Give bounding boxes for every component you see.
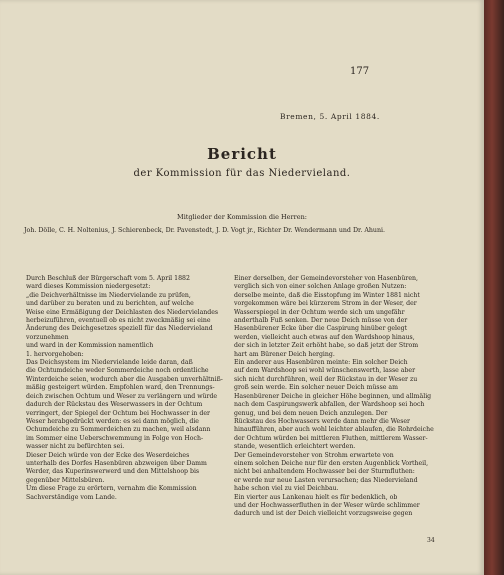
text-line: Ochumdeiche zu Sommerdeichen zu machen, weil alsdann [26, 426, 211, 434]
text-line: Ein vierter aus Lankenau hielt es für bedenklich, ob [234, 493, 398, 501]
text-line: gegenüber Mittelsbüren. [26, 476, 105, 484]
report-title: Bericht [207, 145, 277, 163]
text-line: dadurch der Rückstau des Weserwassers in der Ochtum [26, 401, 203, 409]
text-line: anderthalb Fuß senken. Der neue Deich müsse von der [234, 317, 408, 325]
page-number: 177 [350, 66, 370, 77]
text-line: nach dem Caspirungswerk abfallen, der Wardshoop sei hoch [234, 401, 425, 409]
text-line: habe schon viel zu viel Deichbau. [234, 485, 339, 493]
text-line: Hasenbürener Ecke über die Caspirung hinüber gelegt [234, 325, 408, 333]
left-column [26, 275, 224, 502]
text-line: einem solchen Deiche nur für den ersten Augenblick Vortheil, [234, 459, 429, 467]
text-line: nicht bei anhaltendem Hochwasser bei der Sturmfluthen: [234, 468, 415, 476]
text-line: Weser herabgedrückt werden: es sei dann möglich, die [26, 417, 199, 425]
text-line: 1. hervorgehoben: [26, 350, 84, 358]
date-line: Bremen, 5. April 1884. [280, 112, 380, 121]
text-line: dadurch und ist der Deich vielleicht vorzugsweise gegen [234, 510, 413, 518]
text-line: und ward in der Kommission namentlich [26, 342, 154, 350]
text-line: verringert, der Spiegel der Ochtum bei Hochwasser in der [26, 409, 210, 417]
text-line: Durch Beschluß der Bürgerschaft vom 5. April 1882 [26, 275, 190, 282]
text-line: Hasenbürener Deiche in gleicher Höhe beginnen, und allmälig [234, 392, 432, 400]
text-line: groß sein werde. Ein solcher neuer Deich müsse am [234, 384, 398, 392]
text-line: mäßig gesteigert würden. Empfohlen ward, den Trennungs- [26, 384, 215, 392]
text-line: Wasserspiegel in der Ochtum werde sich um ungefähr [234, 308, 405, 316]
members-names: Joh. Dölle, C. H. Noltenius, J. Schierenbeck, Dr. Pavenstedt, J. D. Vogt jr., Richter Dr. Wendermann und Dr. Ahuni. [24, 227, 386, 234]
text-line: Um diese Frage zu erörtern, vernahm die Kommission [26, 485, 197, 493]
text-line: Das Deichsystem im Niedervielande leide daran, daß [26, 359, 193, 367]
text-line: hart am Bürener Deich herging. [234, 350, 335, 358]
text-line: die Ochtumdeiche weder Sommerdeiche noch ordentliche [26, 367, 209, 375]
text-line: vorzunehmen [26, 333, 69, 341]
text-line: Rückstau des Hochwassers werde dann mehr die Weser [234, 417, 411, 425]
text-line: Weise eine Ermäßigung der Deichlasten des Niedervielandes [26, 308, 219, 316]
text-line: werden, vielleicht auch etwas auf den Wardshoop hinaus, [234, 333, 415, 341]
text-line: der sich in letzter Zeit erhöht habe, so daß jetzt der Strom [234, 342, 419, 350]
text-line: er werde nur neue Lasten verursachen; das Niedervieland [234, 476, 418, 484]
text-line: stande, wesentlich erleichtert werden. [234, 443, 356, 451]
text-line: unterhalb des Dorfes Hasenbüren abzweigen über Damm [26, 459, 207, 467]
right-column [234, 275, 434, 519]
text-line: verglich sich von einer solchen Anlage großen Nutzen: [234, 283, 407, 291]
text-line: auf dem Wardshoop sei wohl wünschenswerth, lasse aber [234, 367, 416, 375]
text-line: Der Gemeindevorsteher von Strohm erwartete von [234, 451, 394, 459]
text-line: Winterdeiche seien, wodurch aber die Ausgaben unverhältniß- [26, 375, 223, 383]
signature-mark: 34 [427, 537, 435, 544]
text-line: sich nicht durchführen, weil der Rückstau in der Weser zu [234, 375, 418, 383]
text-line: derselbe meinte, daß die Eisstopfung im Winter 1881 nicht [234, 291, 420, 299]
report-subtitle: der Kommission für das Niedervieland. [133, 168, 351, 179]
text-line: Änderung des Deichgesetzes speziell für das Niedervieland [26, 325, 213, 333]
text-line: im Sommer eine Ueberschwemmung in Folge von Hoch- [26, 434, 204, 442]
text-line: ward dieses Kommission niedergesetzt: [26, 283, 151, 291]
text-line: Dieser Deich würde von der Ecke des Weserdeiches [26, 451, 190, 459]
text-line: herbeizuführen, eventuell ob es nicht zweckmäßig sei eine [26, 317, 211, 325]
text-line: Ein anderer aus Hasenbüren meinte: Ein solcher Deich [234, 359, 408, 367]
text-line: Sachverständige vom Lande. [26, 493, 117, 501]
text-line: vorgekommen wäre bei kürzerem Strom in der Weser, der [234, 300, 417, 308]
text-line: deich zwischen Ochtum und Weser zu verlängern und würde [26, 392, 218, 400]
members-label: Mitglieder der Kommission die Herren: [177, 213, 307, 221]
text-line: „die Deichverhältnisse im Niedervielande zu prüfen, [26, 291, 191, 299]
text-line: und der Hochwasserfluthen in der Weser würde schlimmer [234, 501, 420, 509]
text-line: der Ochtum würden bei mittleren Fluthen, mittlerem Wasser- [234, 434, 428, 442]
book-spine [484, 0, 504, 575]
text-line: wasser nicht zu befürchten sei. [26, 443, 125, 451]
text-line: genug, und bei dem neuen Deich anzulegen. Der [234, 409, 388, 417]
text-line: und darüber zu beraten und zu berichten, auf welche [26, 300, 194, 308]
text-line: Werder, das Kuperinswerwerd und den Mittelshoop bis [26, 468, 200, 476]
text-line: Einer derselben, der Gemeindevorsteher von Hasenbüren, [234, 275, 418, 282]
text-line: hinaufführen, aber auch wohl leichter ablaufen, die Rohrdeiche [234, 426, 434, 434]
